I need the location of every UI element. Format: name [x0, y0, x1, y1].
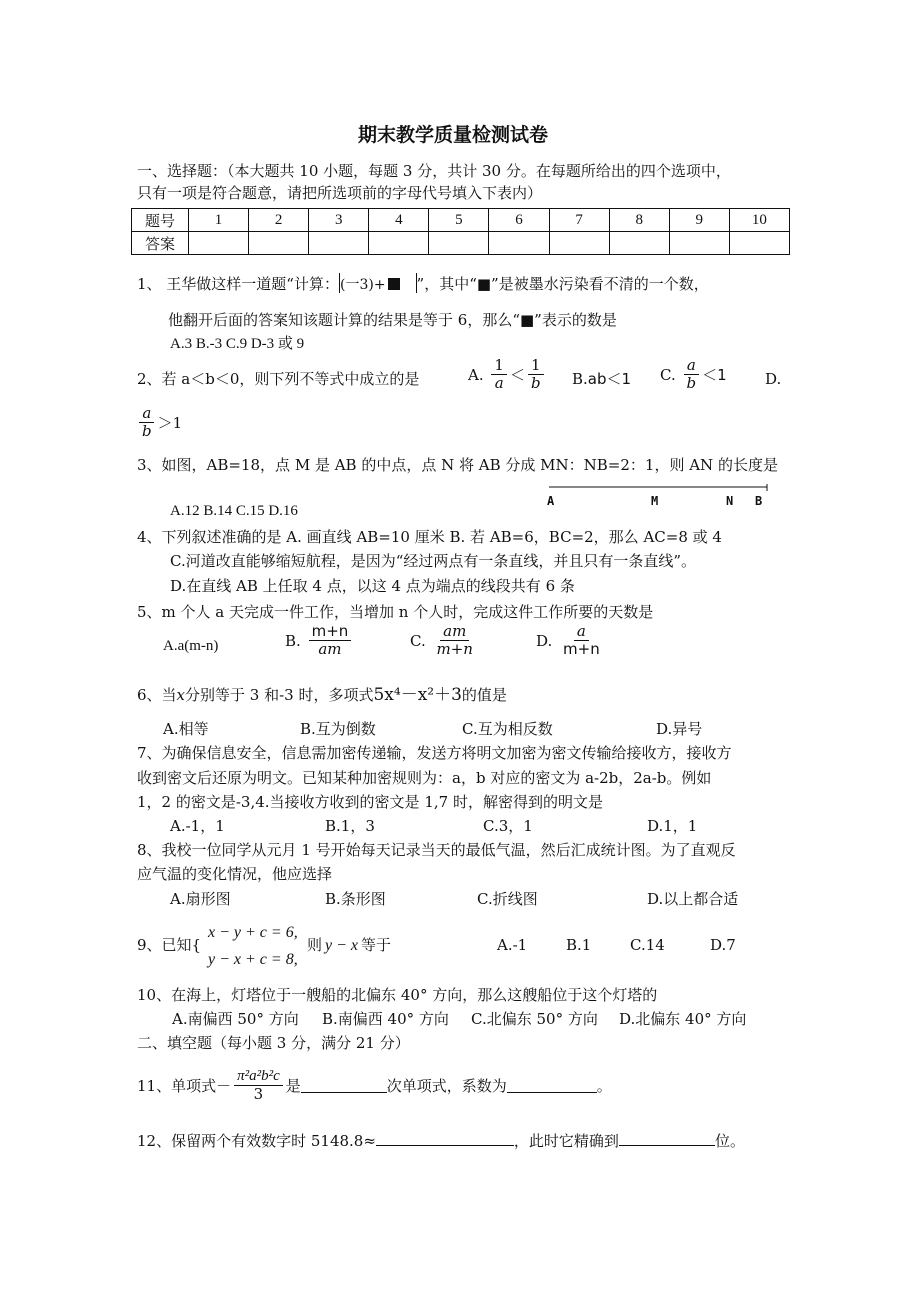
q2-frac-ab-d	[139, 405, 155, 441]
q12-prefix: 12、保留两个有效数字时 5148.8≈	[137, 1132, 376, 1150]
frac-den: m+n	[563, 640, 600, 659]
q2-stem: 2、若 a＜b＜0，则下列不等式中成立的是	[137, 370, 420, 388]
table-header-answer: 答案	[132, 232, 189, 255]
q12-mid: ，此时它精确到	[513, 1132, 619, 1150]
table-cell-number: 5	[429, 209, 489, 232]
q2-option-c	[660, 357, 727, 393]
q1-expr: (一3)+	[339, 277, 386, 293]
q4-option-d: D.在直线 AB 上任取 4 点，以这 4 点为端点的线段共有 6 条	[170, 577, 575, 595]
q11-blank-degree[interactable]	[301, 1078, 387, 1093]
q11-mid: 是	[285, 1076, 301, 1095]
table-row-numbers	[132, 209, 790, 232]
q1-text-a: 1、 王华做这样一道题“计算：	[137, 275, 339, 293]
frac-num: a	[574, 623, 589, 641]
q2-frac-ab	[684, 357, 700, 393]
frac-den: a	[494, 374, 504, 393]
table-cell-number: 10	[729, 209, 789, 232]
q1-text-b: ”，其中“■”是被墨水污染看不清的一个数，	[416, 275, 709, 293]
q8-option-c: C.折线图	[477, 890, 538, 908]
q3-stem: 3、如图，AB=18，点 M 是 AB 的中点，点 N 将 AB 分成 MN：NB=2：1，则 AN 的长度是	[137, 456, 778, 474]
q10-option-c: C.北偏东 50° 方向	[471, 1010, 598, 1028]
q2-b-label: B.	[572, 370, 588, 388]
q11	[137, 1068, 612, 1104]
q8-line1: 8、我校一位同学从元月 1 号开始每天记录当天的最低气温，然后汇成统计图。为了直观反	[137, 841, 736, 859]
q6-option-a: A.相等	[163, 720, 209, 738]
q8-line2: 应气温的变化情况，他应选择	[137, 865, 333, 883]
q9-option-d: D.7	[710, 936, 736, 954]
table-cell-number: 3	[309, 209, 369, 232]
point-label-a: A	[547, 494, 555, 508]
q5-c-label: C.	[410, 631, 426, 650]
q10-option-d: D.北偏东 40° 方向	[619, 1010, 747, 1028]
q5-d-label: D.	[536, 631, 553, 650]
q7-line2: 收到密文后还原为明文。已知某种加密规则为：a，b 对应的密文为 a-2b，2a-b。例如	[137, 769, 712, 787]
table-cell-number: 4	[369, 209, 429, 232]
q2-b-text: ab＜1	[587, 370, 632, 388]
q7-option-b: B.1，3	[325, 817, 375, 835]
answer-cell[interactable]	[369, 232, 429, 255]
frac-num: a	[684, 357, 699, 375]
q5-option-c	[410, 623, 479, 659]
q9-option-b: B.1	[566, 936, 592, 954]
q6-option-d: D.异号	[656, 720, 703, 738]
q9-tail-b: 等于	[361, 936, 392, 954]
q11-blank-coefficient[interactable]	[507, 1078, 597, 1093]
q12-end: 位。	[714, 1132, 745, 1150]
frac-den: b	[142, 422, 152, 441]
q2-frac-1b	[528, 357, 544, 393]
answer-cell[interactable]	[729, 232, 789, 255]
q9-option-c: C.14	[630, 936, 665, 954]
q2-lt: ＜	[509, 365, 525, 384]
answer-cell[interactable]	[669, 232, 729, 255]
q7-option-d: D.1，1	[647, 817, 698, 835]
q5-b-label: B.	[285, 631, 301, 650]
table-cell-number: 9	[669, 209, 729, 232]
q11-mid2: 次单项式，系数为	[386, 1076, 507, 1095]
frac-den: b	[686, 374, 697, 393]
point-label-b: B	[755, 494, 763, 508]
q12	[137, 1131, 745, 1150]
q1-stem-line2: 他翻开后面的答案知该题计算的结果是等于 6，那么“■”表示的数是	[168, 311, 617, 329]
q2-option-d	[139, 405, 182, 441]
q5-frac-c	[434, 623, 476, 659]
q10-stem: 10、在海上，灯塔位于一艘船的北偏东 40° 方向，那么这艘船位于这个灯塔的	[137, 986, 658, 1004]
frac-num: π²a²b²c	[234, 1068, 283, 1086]
answer-cell[interactable]	[609, 232, 669, 255]
table-cell-number: 7	[549, 209, 609, 232]
q6-x: x	[176, 686, 186, 704]
frac-den: m+n	[436, 640, 473, 659]
ink-blot-icon	[388, 278, 400, 290]
q10-option-a: A.南偏西 50° 方向	[172, 1010, 299, 1028]
q5-stem: 5、m 个人 a 天完成一件工作，当增加 n 个人时，完成这件工作所要的天数是	[137, 603, 654, 621]
answer-cell[interactable]	[309, 232, 369, 255]
q2-frac-1a	[491, 357, 507, 393]
frac-den: am	[318, 640, 342, 659]
q6-polynomial: 5x⁴－x²＋3	[373, 685, 462, 705]
table-cell-number: 2	[249, 209, 309, 232]
table-cell-number: 6	[489, 209, 549, 232]
q9-equation-2: y − x + c = 8,	[208, 951, 298, 968]
answer-cell[interactable]	[249, 232, 309, 255]
frac-num: 1	[491, 357, 507, 375]
q2-c-text: ＜1	[702, 365, 727, 384]
point-label-m: M	[651, 494, 659, 508]
section2-heading: 二、填空题（每小题 3 分，满分 21 分）	[137, 1034, 410, 1052]
q6-option-c: C.互为相反数	[462, 720, 553, 738]
q8-option-b: B.条形图	[325, 890, 386, 908]
q11-end: 。	[596, 1076, 612, 1095]
q9-stem: 9、已知{	[137, 936, 202, 954]
frac-den: b	[530, 374, 541, 393]
q9-tail	[307, 936, 391, 955]
q11-fraction	[234, 1068, 283, 1104]
q9-tail-a: 则	[307, 936, 323, 954]
q9-option-a: A.-1	[497, 936, 528, 954]
q6-stem-a: 6、当	[137, 686, 177, 704]
q7-option-a: A.-1，1	[170, 817, 225, 835]
q10-option-b: B.南偏西 40° 方向	[322, 1010, 449, 1028]
answer-cell[interactable]	[549, 232, 609, 255]
q5-frac-d	[560, 623, 603, 659]
frac-num: m+n	[309, 623, 352, 641]
q7-line1: 7、为确保信息安全，信息需加密传递输，发送方将明文加密为密文传输给接收方，接收方	[137, 744, 732, 762]
frac-num: a	[139, 405, 154, 423]
q4-line1: 4、下列叙述准确的是 A. 画直线 AB=10 厘米 B. 若 AB=6，BC=2，那么 AC=8 或 4	[137, 528, 722, 546]
q7-line3: 1，2 的密文是-3,4.当接收方收到的密文是 1,7 时，解密得到的明文是	[137, 793, 603, 811]
q6-stem-c: 的值是	[461, 686, 507, 704]
q7-option-c: C.3，1	[483, 817, 533, 835]
q6-option-b: B.互为倒数	[300, 720, 376, 738]
q2-option-b	[572, 370, 631, 388]
q8-option-a: A.扇形图	[170, 890, 231, 908]
q2-c-label: C.	[660, 365, 676, 384]
q12-blank-approx[interactable]	[376, 1131, 514, 1146]
q3-options: A.12 B.14 C.15 D.16	[170, 503, 298, 519]
q1-stem-line1	[137, 273, 709, 294]
table-row-answers	[132, 232, 790, 255]
q1-options: A.3 B.-3 C.9 D-3 或 9	[170, 336, 305, 352]
q2-d-text: ＞1	[157, 413, 183, 432]
segment-diagram	[545, 482, 770, 512]
q2-option-a	[468, 357, 547, 393]
answer-cell[interactable]	[489, 232, 549, 255]
table-header-number: 题号	[132, 209, 189, 232]
answer-cell[interactable]	[429, 232, 489, 255]
answer-cell[interactable]	[189, 232, 249, 255]
q2-a-label: A.	[468, 365, 484, 384]
q9-tail-expr: y − x	[325, 937, 359, 954]
frac-den: 3	[253, 1085, 264, 1104]
q12-blank-precision[interactable]	[619, 1131, 715, 1146]
page-title: 期末教学质量检测试卷	[358, 124, 549, 146]
answer-table	[131, 208, 790, 255]
frac-num: am	[440, 623, 469, 641]
q6-stem-b: 分别等于 3 和-3 时，多项式	[185, 686, 374, 704]
q5-frac-b	[309, 623, 352, 659]
q5-option-a: A.a(m-n)	[163, 638, 219, 654]
q8-option-d: D.以上都合适	[647, 890, 739, 908]
q5-option-b	[285, 623, 354, 659]
table-cell-number: 1	[189, 209, 249, 232]
section1-intro-line2: 只有一项是符合题意，请把所选项前的字母代号填入下表内）	[137, 184, 543, 202]
q2-option-d-label: D.	[765, 370, 782, 388]
section1-intro-line1: 一、选择题：（本大题共 10 小题，每题 3 分，共计 30 分。在每题所给出的四个选项中，	[137, 162, 731, 180]
point-label-n: N	[726, 494, 734, 508]
q11-prefix: 11、单项式－	[137, 1076, 232, 1095]
table-cell-number: 8	[609, 209, 669, 232]
q6-stem	[137, 685, 507, 705]
frac-num: 1	[528, 357, 544, 375]
q4-option-c: C.河道改直能够缩短航程，是因为“经过两点有一条直线，并且只有一条直线”。	[170, 552, 697, 570]
q5-option-d	[536, 623, 606, 659]
q9-equation-1: x − y + c = 6,	[208, 924, 298, 941]
